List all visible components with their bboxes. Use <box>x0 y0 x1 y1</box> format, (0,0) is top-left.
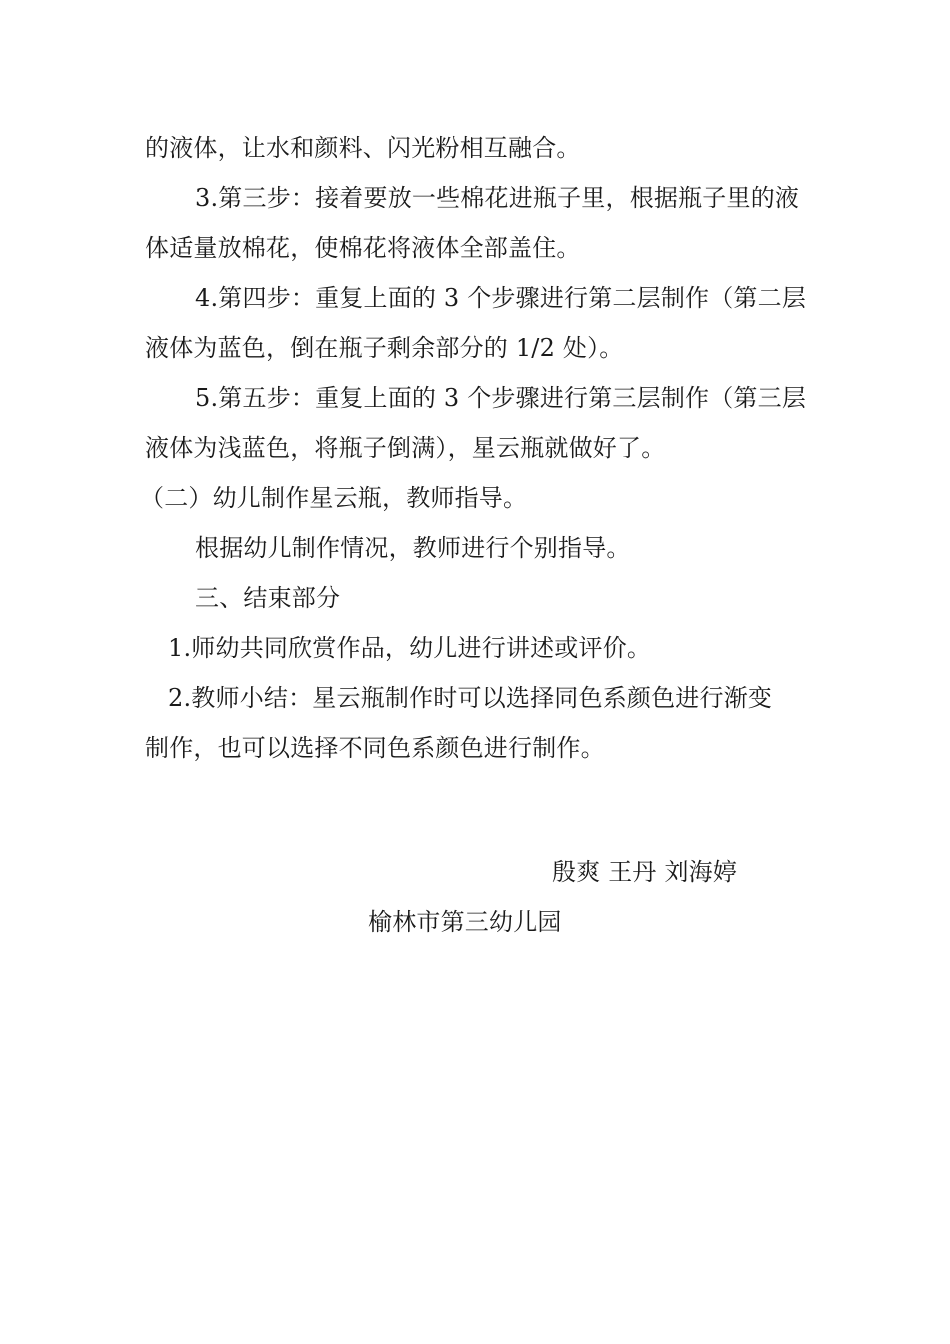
paragraph-line: 的液体，让水和颜料、闪光粉相互融合。 <box>145 134 581 162</box>
step-three-line: 3.第三步：接着要放一些棉花进瓶子里，根据瓶子里的液 <box>195 184 800 212</box>
paragraph-line: 根据幼儿制作情况，教师进行个别指导。 <box>195 534 631 562</box>
list-item: 1.师幼共同欣赏作品，幼儿进行讲述或评价。 <box>168 634 652 662</box>
paragraph-line: 体适量放棉花，使棉花将液体全部盖住。 <box>145 234 581 262</box>
section-heading: 三、结束部分 <box>195 584 341 612</box>
paragraph-line: 制作，也可以选择不同色系颜色进行制作。 <box>145 734 605 762</box>
paragraph-line: 液体为蓝色，倒在瓶子剩余部分的 1/2 处）。 <box>145 334 624 362</box>
section-heading: （二）幼儿制作星云瓶，教师指导。 <box>140 484 528 512</box>
paragraph-line: 液体为浅蓝色，将瓶子倒满），星云瓶就做好了。 <box>145 434 666 462</box>
step-four-line: 4.第四步：重复上面的 3 个步骤进行第二层制作（第二层 <box>195 284 807 312</box>
school-name: 榆林市第三幼儿园 <box>368 908 562 936</box>
list-item: 2.教师小结：星云瓶制作时可以选择同色系颜色进行渐变 <box>168 684 773 712</box>
author-signature: 殷爽 王丹 刘海婷 <box>552 858 738 886</box>
step-five-line: 5.第五步：重复上面的 3 个步骤进行第三层制作（第三层 <box>195 384 807 412</box>
